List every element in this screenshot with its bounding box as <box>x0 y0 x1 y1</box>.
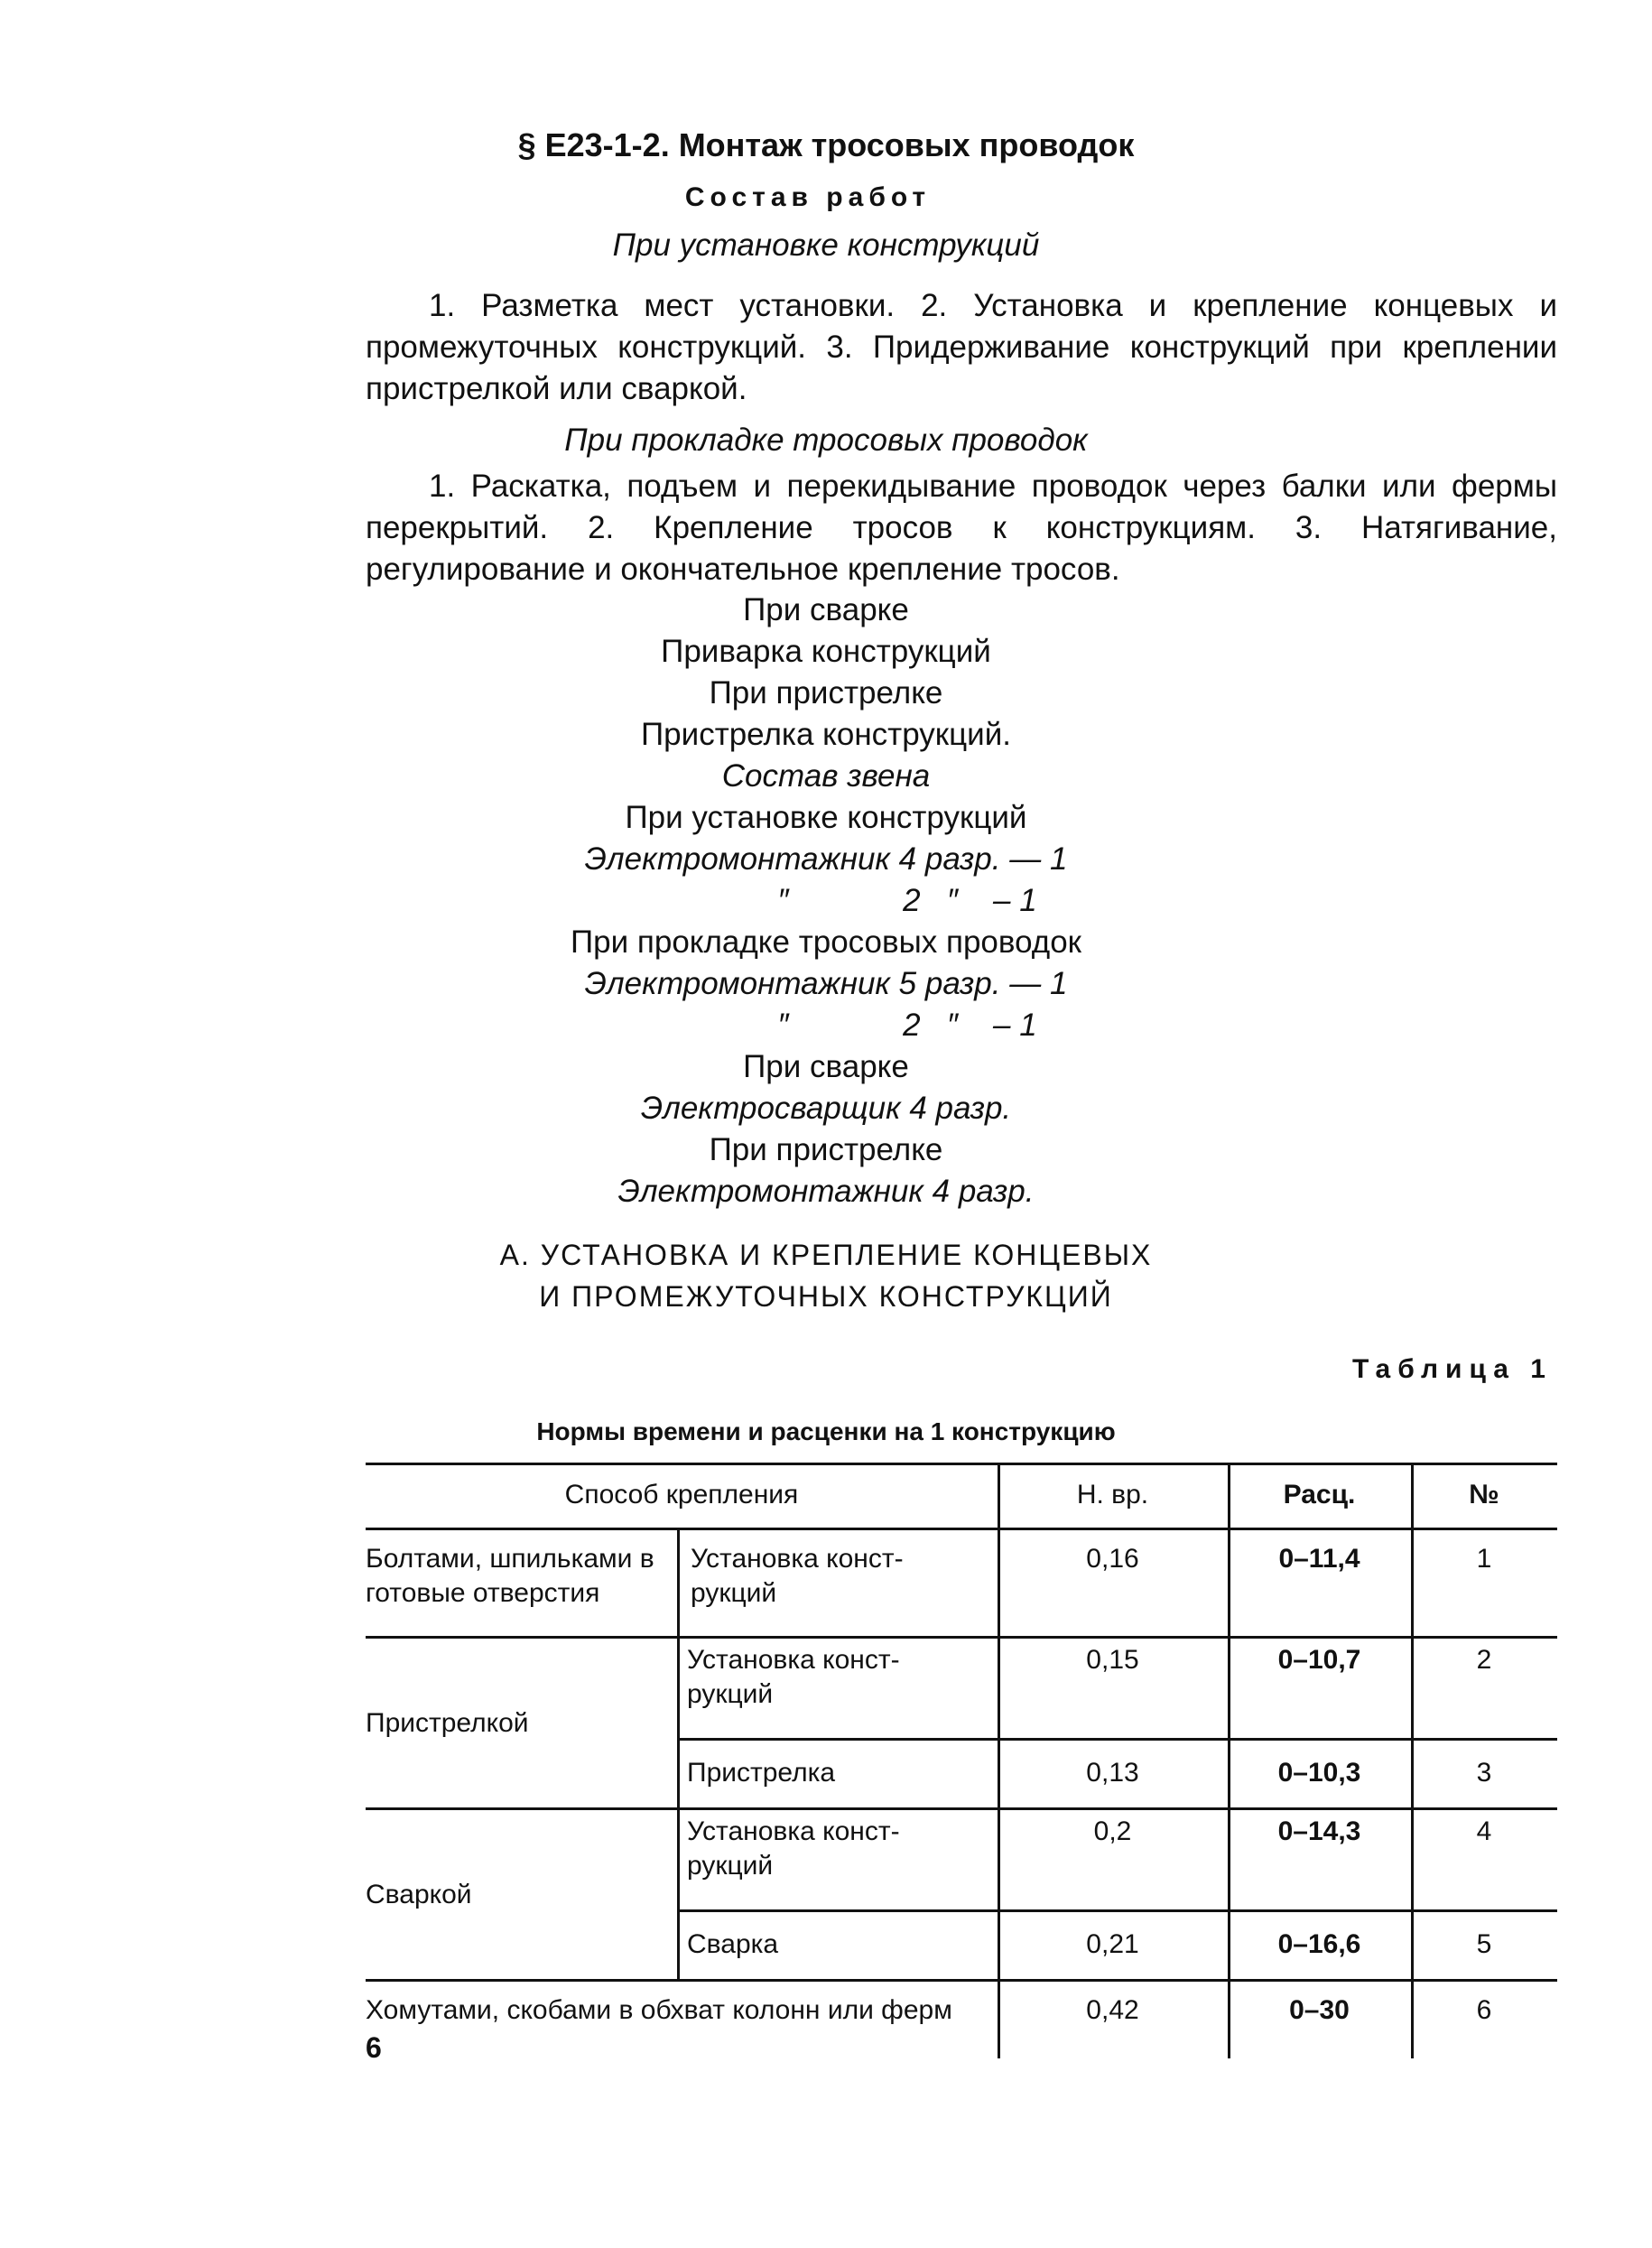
row-4-num: 4 <box>1476 1816 1492 1846</box>
row-2-rate: 0–10,7 <box>1277 1645 1361 1675</box>
crew-laying-line-1: Электромонтажник 5 разр. — 1 <box>584 966 1068 1001</box>
crew-laying-heading: При прокладке тросовых проводок <box>571 924 1081 960</box>
table-col-rule-work <box>677 1528 680 1979</box>
crew-laying-line-2: ″ 2 ″ – 1 <box>777 1008 1037 1043</box>
crew-shooting-line: Электромонтажник 4 разр. <box>617 1174 1035 1209</box>
install-text: 1. Разметка мест установки. 2. Установка и крепление концевых и промежуточных конструкций. 3. Придерживание конструкций при креплении пристрелкой или сваркой. <box>366 288 1557 406</box>
table-row-rule-5 <box>366 1979 1557 1982</box>
group-welding: Сваркой <box>366 1880 472 1909</box>
row-3-num: 3 <box>1476 1758 1492 1788</box>
subsection-title-line-1: А. УСТАНОВКА И КРЕПЛЕНИЕ КОНЦЕВЫХ <box>499 1239 1153 1271</box>
row-2-work: Установка конст-рукций <box>687 1645 900 1709</box>
row-5-num: 5 <box>1476 1929 1492 1959</box>
works-heading: Состав работ <box>684 182 932 212</box>
page-number: 6 <box>366 2031 382 2064</box>
row-2-time: 0,15 <box>1086 1645 1139 1675</box>
install-paragraph <box>366 285 1557 410</box>
install-heading: При установке конструкций <box>612 228 1040 263</box>
row-5-rate: 0–16,6 <box>1277 1929 1361 1959</box>
row-1-num: 1 <box>1476 1544 1492 1574</box>
subsection-title-line-2: И ПРОМЕЖУТОЧНЫХ КОНСТРУКЦИЙ <box>539 1280 1113 1313</box>
table-number: Таблица 1 <box>1351 1354 1553 1384</box>
group-bolts: Болтами, шпильками в готовые отверстия <box>366 1544 654 1608</box>
table-row-rule-4 <box>677 1909 1557 1912</box>
crew-install-line-2: ″ 2 ″ – 1 <box>777 883 1037 918</box>
laying-text: 1. Раскатка, подъем и перекидывание проводок через балки или фермы перекрытий. 2. Крепление тросов к конструкциям. 3. Натягивание, регулирование и окончательное крепление тросов. <box>366 469 1557 587</box>
header-method: Способ крепления <box>564 1480 799 1510</box>
table-top-rule <box>366 1463 1557 1465</box>
table-row-rule-2 <box>677 1738 1557 1741</box>
row-3-time: 0,13 <box>1086 1758 1139 1788</box>
welding-text: Приварка конструкций <box>661 634 991 669</box>
table-header-rule <box>366 1528 1557 1530</box>
section-title: § Е23-1-2. Монтаж тросовых проводок <box>517 126 1135 163</box>
row-1-work: Установка конст-рукций <box>691 1544 904 1608</box>
crew-heading: Состав звена <box>721 758 931 794</box>
row-4-time: 0,2 <box>1093 1816 1132 1846</box>
group-clamps: Хомутами, скобами в обхват колонн или ферм <box>366 1995 952 2025</box>
row-3-rate: 0–10,3 <box>1277 1758 1361 1788</box>
row-5-work: Сварка <box>687 1929 779 1959</box>
welding-heading: При сварке <box>743 592 909 627</box>
row-6-rate: 0–30 <box>1289 1995 1350 2025</box>
row-6-num: 6 <box>1476 1995 1492 2025</box>
table-row-rule-1 <box>366 1636 1557 1639</box>
crew-install-line-1: Электромонтажник 4 разр. — 1 <box>584 841 1068 877</box>
table-row-rule-3 <box>366 1807 1557 1810</box>
shooting-text: Пристрелка конструкций. <box>641 717 1011 752</box>
row-6-time: 0,42 <box>1086 1995 1139 2025</box>
table-title: Нормы времени и расценки на 1 конструкцию <box>536 1417 1116 1445</box>
row-1-time: 0,16 <box>1086 1544 1139 1574</box>
row-5-time: 0,21 <box>1086 1929 1139 1959</box>
row-3-work: Пристрелка <box>687 1758 836 1788</box>
header-time: Н. вр. <box>1076 1480 1149 1510</box>
crew-welding-heading: При сварке <box>743 1049 909 1084</box>
laying-paragraph <box>366 466 1557 590</box>
row-2-num: 2 <box>1476 1645 1492 1675</box>
crew-install-heading: При установке конструкций <box>625 800 1027 835</box>
row-4-rate: 0–14,3 <box>1277 1816 1361 1846</box>
shooting-heading: При пристрелке <box>709 675 943 711</box>
crew-welding-line: Электросварщик 4 разр. <box>640 1091 1012 1126</box>
row-1-rate: 0–11,4 <box>1278 1544 1360 1574</box>
crew-shooting-heading: При пристрелке <box>709 1132 943 1167</box>
norms-table <box>366 1463 1557 2058</box>
header-num: № <box>1469 1480 1499 1510</box>
laying-heading: При прокладке тросовых проводок <box>564 423 1088 458</box>
group-shooting: Пристрелкой <box>366 1708 529 1738</box>
row-4-work: Установка конст-рукций <box>687 1816 900 1881</box>
header-rate: Расц. <box>1283 1480 1356 1510</box>
